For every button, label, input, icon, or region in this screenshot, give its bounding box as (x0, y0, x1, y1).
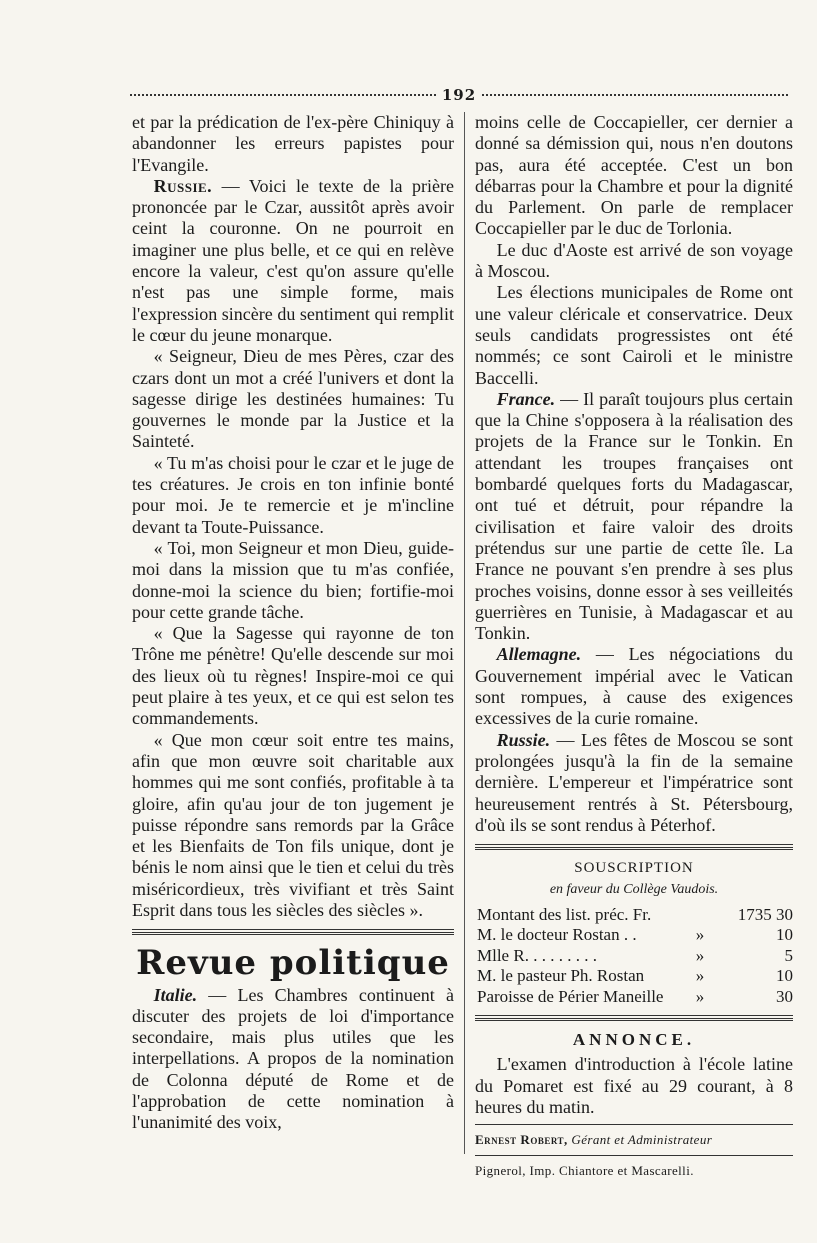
paragraph-italie (132, 985, 454, 1134)
paragraph-text: — Les Chambres continuent à discuter des projets de loi d'importance secondaire, mais plus utiles que les interpellations. A propos de la nomination de Colonna député de Rome et de l'approbation de cette nomination à l'unanimité des voix, (132, 984, 454, 1133)
paragraph-text: — Les négociations du Gouvernement impérial avec le Vatican sont rompues, à cause des exigences excessives de la curie romaine. (475, 644, 793, 729)
souscription-row (475, 946, 793, 967)
page-header (130, 86, 788, 104)
donation-amount: 10 (776, 925, 793, 945)
section-label-russie: Russie. (153, 175, 213, 196)
ditto-mark: » (695, 945, 705, 965)
paragraph-russie (132, 176, 454, 346)
ditto-mark: » (695, 966, 705, 986)
paragraph-text: — Il paraît toujours plus certain que la Chine s'opposera à la réalisation des projets de la France sur le Tonkin. En attendant les troupes françaises ont bombardé quelques forts du Madagascar, ont tué et détruit, pour répandre la civilisation et faire valoir des droits prétendus sur une partie de cette île. La France ne pouvant s'en prendre à ses plus proches voisins, donne essor à ses veilleités guerrières en Tunisie, à Madagascar et au Tonkin. (475, 388, 793, 644)
souscription-row (475, 925, 793, 946)
donation-amount: 10 (776, 966, 793, 986)
paragraph: « Que la Sagesse qui rayonne de ton Trône me pénètre! Qu'elle descende sur moi des lieux où tu règnes! Inspire-moi ce qui peut plaire à tes yeux, et ce qui est selon tes commandements. (132, 623, 454, 729)
section-separator (132, 929, 454, 935)
paragraph: « Toi, mon Seigneur et mon Dieu, guide-moi dans la mission que tu m'as confiée, donne-moi la science du bien; fortifie-moi pour cette grande tâche. (132, 537, 454, 622)
section-label-allemagne: Allemagne. (496, 644, 582, 665)
paragraph-allemagne (475, 644, 793, 729)
left-column (132, 112, 454, 1134)
paragraph: et par la prédication de l'ex-père Chiniquy à abandonner les erreurs papistes pour l'Evangile. (132, 112, 454, 175)
donor-name: Mlle R. . . . . . . . . (477, 945, 597, 965)
page-number: 192 (441, 86, 477, 104)
footer-rule (475, 1155, 793, 1156)
paragraph: « Que mon cœur soit entre tes mains, afin que mon œuvre soit charitable aux hommes qui me sont confiés, profitable à ta gloire, afin qu'au jour de ton jugement je puisse répondre sans remords par la Grâce et les Bienfaits de Ton fils unique, dont je bénis le nom ainsi que le tien et celui du très miséricordieux, très vivifiant et très Saint Esprit dans tous les siècles des siècles ». (132, 729, 454, 920)
paragraph: moins celle de Coccapieller, cer dernier a donné sa démission qui, nous n'en doutons pas, aura été acceptée. C'est un bon débarras pour la Chambre et pour la dignité du Parlement. On parle de remplacer Coccapieller par le duc de Torlonia. (475, 112, 793, 239)
section-separator (475, 844, 793, 850)
right-column (475, 112, 793, 1180)
section-title: Revue politique (136, 943, 450, 984)
paragraph-russie (475, 730, 793, 836)
section-label-france: France. (496, 388, 556, 409)
section-label-russie: Russie. (496, 729, 551, 750)
annonce-title: ANNONCE. (572, 1030, 696, 1050)
section-label-italie: Italie. (153, 984, 198, 1005)
paragraph: Le duc d'Aoste est arrivé de son voyage à Moscou. (475, 239, 793, 282)
donor-name: M. le pasteur Ph. Rostan (477, 966, 645, 986)
donation-amount: 1735 30 (737, 904, 793, 924)
souscription-subtitle: en faveur du Collège Vaudois. (549, 882, 719, 898)
donation-amount: 5 (784, 945, 793, 965)
section-separator (475, 1015, 793, 1021)
paragraph: « Seigneur, Dieu de mes Pères, czar des czars dont un mot a créé l'univers et dont la sagesse dirige les destinées humaines: Tu gouvernes le monde par la Justice et la Sainteté. (132, 346, 454, 452)
souscription-row (475, 905, 793, 926)
publisher-name: Ernest Robert, (475, 1132, 568, 1148)
paragraph-annonce: L'examen d'introduction à l'école latine du Pomaret est fixé au 29 courant, à 8 heures du matin. (475, 1054, 793, 1118)
publisher-credit (475, 1131, 793, 1149)
header-rule-left (130, 94, 436, 96)
column-divider (464, 112, 465, 1154)
donation-amount: 30 (776, 986, 793, 1006)
souscription-row (475, 987, 793, 1008)
donor-name: Paroisse de Périer Maneille (477, 986, 664, 1006)
printer-credit: Pignerol, Imp. Chiantore et Mascarelli. (475, 1163, 694, 1179)
donor-name: Montant des list. préc. Fr. (477, 904, 652, 924)
ditto-mark: » (695, 925, 705, 945)
ditto-mark: » (695, 986, 705, 1006)
header-rule-right (482, 94, 788, 96)
donor-name: M. le docteur Rostan . . (477, 925, 637, 945)
paragraph-text: — Les fêtes de Moscou se sont prolongées jusqu'à la fin de la semaine dernière. L'empereur et l'impératrice sont heureusement rentrés à St. Pétersbourg, d'où ils se sont rendus à Péterhof. (475, 729, 793, 835)
souscription-block (475, 858, 793, 1007)
publisher-role: Gérant et Administrateur (567, 1132, 713, 1148)
paragraph-france (475, 389, 793, 645)
souscription-row (475, 966, 793, 987)
footer-rule (475, 1124, 793, 1125)
souscription-title: SOUSCRIPTION (574, 860, 694, 877)
paragraph: Les élections municipales de Rome ont une valeur cléricale et conservatrice. Deux seuls candidats progressistes ont été nommés; ce sont Cairoli et le ministre Baccelli. (475, 282, 793, 388)
paragraph-text: — Voici le texte de la prière prononcée par le Czar, aussitôt après avoir ceint la couronne. On ne pourroit en imaginer une plus belle, et ce qui en relève encore la valeur, c'est qu'on assure qu'elle n'est pas une simple forme, mais l'expression sincère du sentiment qui remplit le cœur du jeune monarque. (132, 175, 454, 345)
ditto-mark (685, 905, 715, 926)
paragraph: « Tu m'as choisi pour le czar et le juge de tes créatures. Je crois en ton infinie bonté pour moi. Je te remercie et je m'incline devant ta Toute-Puissance. (132, 452, 454, 537)
